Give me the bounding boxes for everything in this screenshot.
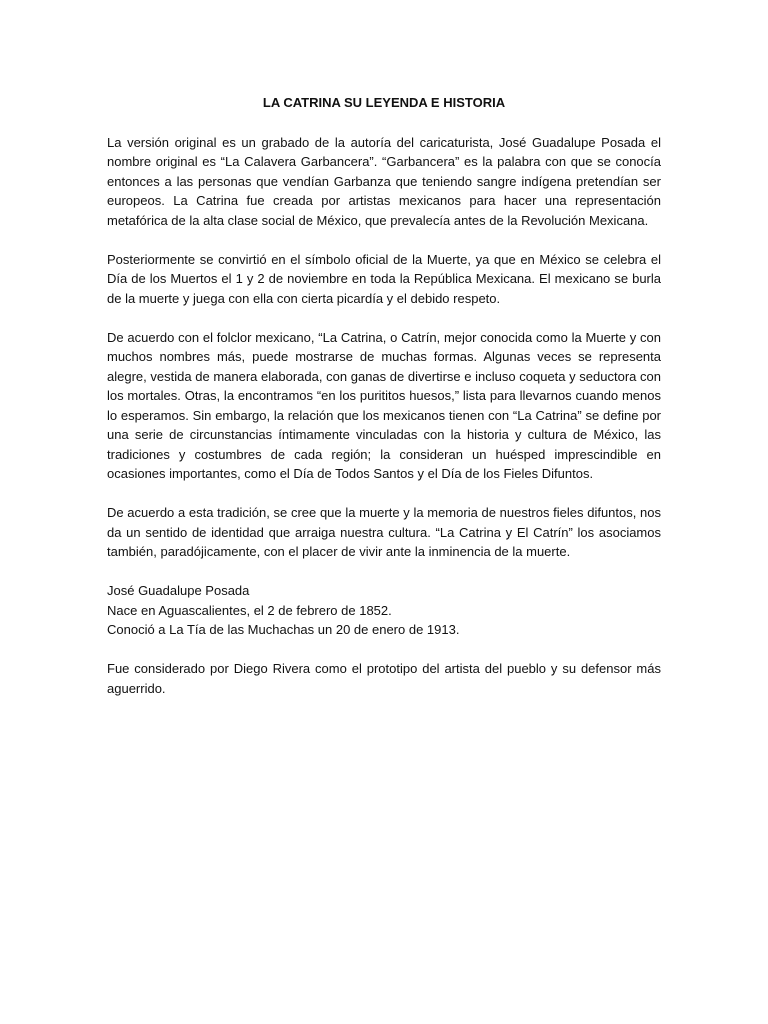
paragraph-symbol: Posteriormente se convirtió en el símbolo oficial de la Muerte, ya que en México se celebra el Día de los Muertos el 1 y 2 de noviembre en toda la República Mexicana. El mexicano se burla de la muerte y juega con ella con cierta picardía y el debido respeto. (107, 251, 661, 306)
document-content (107, 93, 661, 718)
paragraph-tradition: De acuerdo a esta tradición, se cree que la muerte y la memoria de nuestros fieles difuntos, nos da un sentido de identidad que arraiga nuestra cultura. “La Catrina y El Catrín” los asociamos también, paradójicamente, con el placer de vivir ante la inminencia de la muerte. (107, 505, 661, 559)
bio-name: José Guadalupe Posada (107, 583, 250, 598)
paragraph-closing: Fue considerado por Diego Rivera como el prototipo del artista del pueblo y su defensor más aguerrido. (107, 661, 661, 696)
bio-death: Conoció a La Tía de las Muchachas un 20 de enero de 1913. (107, 622, 460, 637)
bio-birth: Nace en Aguascalientes, el 2 de febrero de 1852. (107, 602, 392, 618)
document-title: LA CATRINA SU LEYENDA E HISTORIA (262, 95, 506, 110)
paragraph-folklore: De acuerdo con el folclor mexicano, “La Catrina, o Catrín, mejor conocida como la Muerte y con muchos nombres más, puede mostrarse de muchas formas. Algunas veces se representa alegre, vestida de manera elaborada, con ganas de divertirse e incluso coqueta y seductora con los mortales. Otras, la encontramos “en los purititos huesos,” lista para llevarnos cuando menos lo esperamos. Sin embargo, la relación que los mexicanos tienen con “La Catrina” se define por una serie de circunstancias íntimamente vinculadas con la historia y cultura de México, las tradiciones y costumbres de cada región; la consideran un huésped imprescindible en ocasiones importantes, como el Día de Todos Santos y el Día de los Fieles Difuntos. (107, 329, 661, 481)
paragraph-origin: La versión original es un grabado de la autoría del caricaturista, José Guadalupe Posada el nombre original es “La Calavera Garbancera”. “Garbancera” es la palabra con que se conocía entonces a las personas que vendían Garbanza que teniendo sangre indígena pretendían ser europeos. La Catrina fue creada por artistas mexicanos para hacer una representación metafórica de la alta clase social de México, que prevalecía antes de la Revolución Mexicana. (107, 134, 661, 228)
bio-block (107, 581, 661, 640)
